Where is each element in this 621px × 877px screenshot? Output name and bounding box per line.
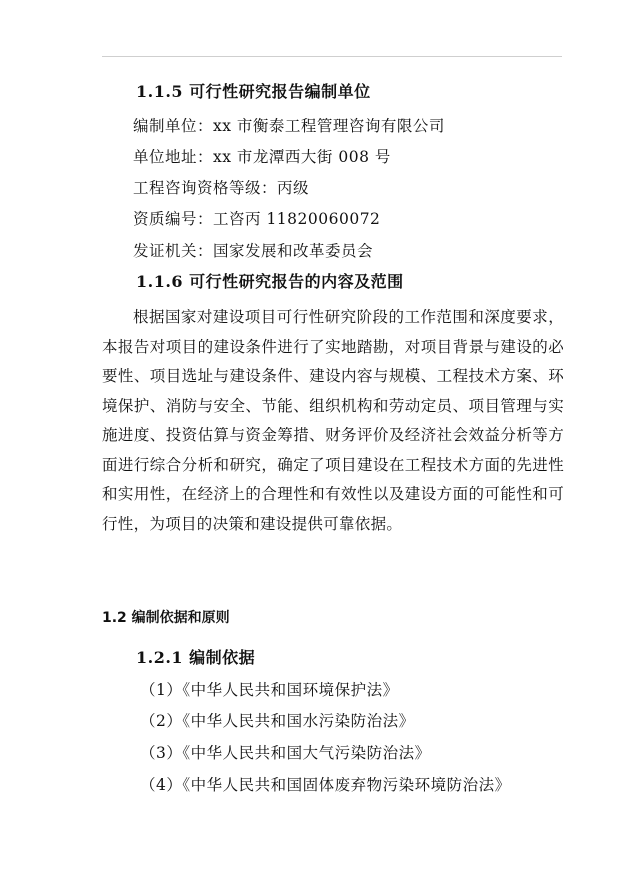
- org-value: xx 市衡泰工程管理咨询有限公司: [213, 117, 445, 135]
- section-heading-1-2: 1.2 编制依据和原则: [102, 610, 230, 626]
- section-heading-1-2-1: 1.2.1 编制依据: [136, 648, 256, 667]
- issuer-value: 国家发展和改革委员会: [213, 242, 374, 260]
- grade-label: 工程咨询资格等级：: [133, 179, 278, 197]
- cert-value: 工咨丙 11820060072: [213, 210, 381, 228]
- section-heading-1-1-6: 1.1.6 可行性研究报告的内容及范围: [136, 272, 404, 291]
- address-row: [133, 147, 391, 167]
- issuer-label: 发证机关：: [133, 242, 214, 260]
- grade-row: [133, 178, 309, 198]
- section-heading-1-1-5: 1.1.5 可行性研究报告编制单位: [136, 82, 371, 101]
- address-value: xx 市龙潭西大街 008 号: [213, 148, 391, 166]
- address-label: 单位地址：: [133, 148, 214, 166]
- issuer-row: [133, 241, 373, 261]
- basis-list-item: （3）《中华人民共和国大气污染防治法》: [140, 744, 431, 762]
- grade-value: 丙级: [277, 179, 310, 197]
- header-rule: [102, 56, 562, 57]
- cert-label: 资质编号：: [133, 210, 214, 228]
- basis-list-item: （2）《中华人民共和国水污染防治法》: [140, 712, 415, 730]
- org-row: [133, 116, 445, 136]
- basis-list-item: （1）《中华人民共和国环境保护法》: [140, 681, 399, 699]
- cert-row: [133, 209, 380, 229]
- basis-list-item: （4）《中华人民共和国固体废弃物污染环境防治法》: [140, 776, 511, 794]
- scope-paragraph: 根据国家对建设项目可行性研究阶段的工作范围和深度要求，本报告对项目的建设条件进行了实地踏勘，对项目背景与建设的必要性、项目选址与建设条件、建设内容与规模、工程技术方案、环境保护、消防与安全、节能、组织机构和劳动定员、项目管理与实施进度、投资估算与资金筹措、财务评价及经济社会效益分析等方面进行综合分析和研究，确定了项目建设在工程技术方面的先进性和实用性，在经济上的合理性和有效性以及建设方面的可能性和可行性，为项目的决策和建设提供可靠依据。: [102, 308, 564, 533]
- org-label: 编制单位：: [133, 117, 214, 135]
